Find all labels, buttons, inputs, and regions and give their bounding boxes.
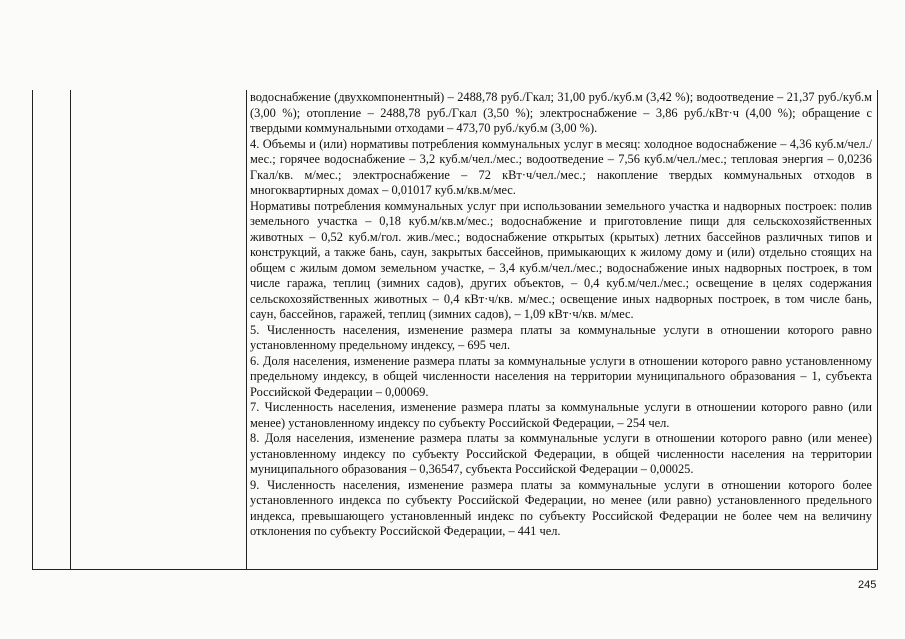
table-border-bottom bbox=[32, 569, 877, 570]
document-table bbox=[32, 90, 877, 570]
table-border-right bbox=[877, 90, 878, 570]
paragraph-item-7: 7. Численность населения, изменение размера платы за коммунальные услуги в отношении которого равно (или менее) установленному индексу по субъекту Российской Федерации, – 254 чел. bbox=[250, 400, 872, 430]
paragraph-norms: Нормативы потребления коммунальных услуг при использовании земельного участка и надворных построек: полив земельного участка – 0,18 куб.м/кв.м/мес.; водоснабжение и приготовление пищи для сельскохозяйственных животных – 0,52 куб.м/гол. жив./мес.; водоснабжение открытых (крытых) летних бассейнов различных типов и конструкций, а также бань, саун, закрытых бассейнов, примыкающих к жилому дому и (или) отдельно стоящих на общем с жилым домом земельном участке, – 3,4 куб.м/чел./мес.; водоснабжение иных надворных построек, в том числе гаража, теплиц (зимних садов), других объектов, – 0,4 куб.м/чел./мес.; освещение в целях содержания сельскохозяйственных животных – 0,4 кВт·ч/кв. м/мес.; освещение иных надворных построек, в том числе бань, саун, бассейнов, гаражей, теплиц (зимних садов), – 1,09 кВт·ч/кв. м/мес. bbox=[250, 198, 872, 321]
paragraph-item-8: 8. Доля населения, изменение размера платы за коммунальные услуги в отношении которого равно (или менее) установленному индексу по субъекту Российской Федерации, в общей численности населения на территории муниципального образования – 0,36547, субъекта Российской Федерации – 0,00025. bbox=[250, 431, 872, 476]
table-column-divider bbox=[246, 90, 247, 570]
paragraph-tariffs: водоснабжение (двухкомпонентный) – 2488,78 руб./Гкал; 31,00 руб./куб.м (3,42 %); водоотведение – 21,37 руб./куб.м (3,00 %); отопление – 2488,78 руб./Гкал (3,50 %); электроснабжение – 3,86 руб./кВт·ч (4,00 %); обращение с твердыми коммунальными отходами – 473,70 руб./куб.м (3,00 %). bbox=[250, 90, 872, 135]
paragraph-item-5: 5. Численность населения, изменение размера платы за коммунальные услуги в отношении которого равно установленному предельному индексу, – 695 чел. bbox=[250, 322, 872, 352]
table-cell-content bbox=[250, 90, 872, 540]
paragraph-item-4: 4. Объемы и (или) нормативы потребления коммунальных услуг в месяц: холодное водоснабжение – 4,36 куб.м/чел./мес.; горячее водоснабжение – 3,2 куб.м/чел./мес.; водоотведение – 7,56 куб.м/чел./мес.; тепловая энергия – 0,0236 Гкал/кв. м/мес.; электроснабжение – 72 кВт·ч/чел./мес.; накопление твердых коммунальных отходов в многоквартирных домах – 0,01017 куб.м/кв.м/мес. bbox=[250, 136, 872, 197]
table-border-left bbox=[32, 90, 33, 570]
paragraph-item-9: 9. Численность населения, изменение размера платы за коммунальные услуги в отношении которого более установленного индекса по субъекту Российской Федерации, но менее (или равно) установленного предельного индекса, превышающего установленный индекс по субъекту Российской Федерации не более чем на величину отклонения по субъекту Российской Федерации, – 441 чел. bbox=[250, 477, 872, 538]
page-number: 245 bbox=[858, 579, 877, 591]
paragraph-item-6: 6. Доля населения, изменение размера платы за коммунальные услуги в отношении которого равно установленному предельному индексу, в общей численности населения на территории муниципального образования – 1, субъекта Российской Федерации – 0,00069. bbox=[250, 353, 872, 399]
table-column-divider bbox=[70, 90, 71, 570]
